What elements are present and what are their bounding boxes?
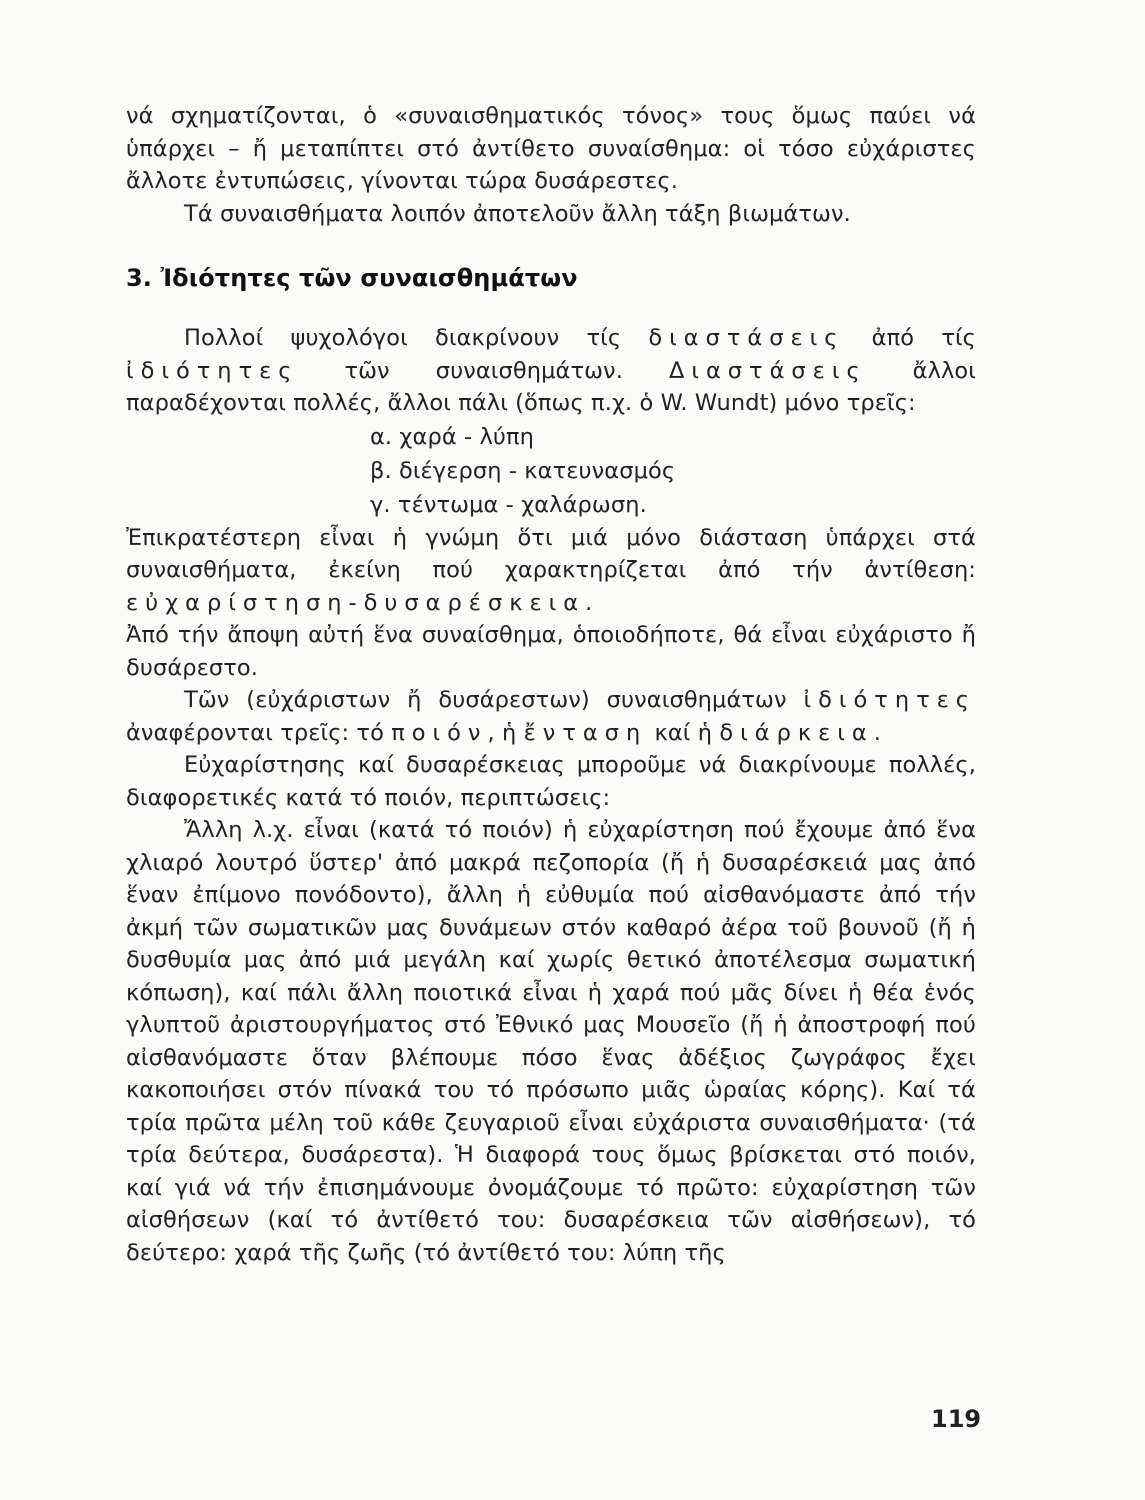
page-body <box>126 100 976 1269</box>
spaced-term-poion: ποιόν <box>391 719 488 746</box>
spaced-term-diarkeia: διάρκεια <box>719 719 874 746</box>
list-item: α. χαρά - λύπη <box>370 423 535 450</box>
paragraph-8: Ἄλλη λ.χ. εἶναι (κατά τό ποιόν) ἡ εὐχαρίστηση πού ἔχουμε ἀπό ἕνα χλιαρό λουτρό ὕστερ' ἀπό μακρά πεζοπορία (ἤ ἡ δυσαρέσκειά μας ἀπό ἕναν ἐπίμονο πονόδοντο), ἄλλη ἡ εὐθυμία πού αἰσθανόμαστε ἀπό τήν ἀκμή τῶν σωματικῶν μας δυνάμεων στόν καθαρό ἀέρα τοῦ βουνοῦ (ἤ ἡ δυσθυμία μας ἀπό μιά μεγάλη καί χωρίς θετικό ἀποτέλεσμα σωματική κόπωση), καί πάλι ἄλλη ποιοτικά εἶναι ἡ χαρά πού μᾶς δίνει ἡ θέα ἑνός γλυπτοῦ ἀριστουργήματος στό Ἐθνικό μας Μουσεῖο (ἤ ἡ ἀποστροφή πού αἰσθανόμαστε ὅταν βλέπουμε πόσο ἕνας ἀδέξιος ζωγράφος ἔχει κακοποιήσει στόν πίνακά του τό πρόσωπο μιᾶς ὡραίας κόρης). Καί τά τρία πρῶτα μέλη τοῦ κάθε ζευγαριοῦ εἶναι εὐχάριστα συναισθήματα· (τά τρία δεύτερα, δυσάρεστα). Ἡ διαφορά τους ὅμως βρίσκεται στό ποιόν, καί γιά νά τήν ἐπισημάνουμε ὀνομάζουμε τό πρῶτο: εὐχαρίστηση τῶν αἰσθήσεων (καί τό ἀντίθετό του: δυσαρέσκεια τῶν αἰσθήσεων), τό δεύτερο: χαρά τῆς ζωῆς (τό ἀντίθετό του: λύπη τῆς <box>126 817 976 1266</box>
spaced-term-entasi: ἔνταση <box>523 719 648 746</box>
spaced-term-eucharistisi: εὐχαρίστηση-δυσαρέσκεια <box>126 589 586 616</box>
section-heading: 3. Ἰδιότητες τῶν συναισθημάτων <box>126 264 578 292</box>
list-item: β. διέγερση - κατευνασμός <box>370 457 676 484</box>
spaced-term-idiotites-2: ἰδιότητες <box>803 687 976 713</box>
paragraph-4: Ἐπικρατέστερη εἶναι ἡ γνώμη ὅτι μιά μόνο διάσταση ὑπάρχει στά συναισθήματα, ἐκείνη πού χαρακτηρίζεται ἀπό τήν ἀντίθεση: εὐχαρίστηση-δυσαρέσκεια. <box>126 524 976 616</box>
paragraph-2: Τά συναισθήματα λοιπόν ἀποτελοῦν ἄλλη τάξη βιωμάτων. <box>184 200 851 227</box>
paragraph-5: Ἀπό τήν ἄποψη αὐτή ἕνα συναίσθημα, ὁποιοδήποτε, θά εἶναι εὐχάριστο ἤ δυσάρεστο. <box>126 622 976 681</box>
paragraph-3: Πολλοί ψυχολόγοι διακρίνουν τίς διαστάσεις ἀπό τίς ἰδιότητες τῶν συναισθημάτων. Διαστάσεις ἄλλοι παραδέχονται πολλές, ἄλλοι πάλι (ὅπως π.χ. ὁ W. Wundt) μόνο τρεῖς: <box>126 325 976 416</box>
spaced-term-diastaseis: διαστάσεις <box>648 325 845 351</box>
list-item: γ. τέντωμα - χαλάρωση. <box>370 491 647 518</box>
spaced-term-diastaseis-2: Διαστάσεις <box>668 357 867 384</box>
paragraph-7: Εὐχαρίστησης καί δυσαρέσκειας μποροῦμε νά διακρίνουμε πολλές, διαφορετικές κατά τό ποιόν, περιπτώσεις: <box>126 752 976 811</box>
paragraph-6: Τῶν (εὐχάριστων ἤ δυσάρεστων) συναισθημάτων ἰδιότητες ἀναφέρονται τρεῖς: τό ποιόν, ἡ ἔνταση καί ἡ διάρκεια. <box>126 687 976 746</box>
dimensions-list <box>126 420 976 522</box>
spaced-term-idiotites: ἰδιότητες <box>126 357 299 384</box>
page-number: 119 <box>931 1405 982 1433</box>
paragraph-1: νά σχηματίζονται, ὁ «συναισθηματικός τόνος» τους ὅμως παύει νά ὑπάρχει – ἤ μεταπίπτει στό ἀντίθετο συναίσθημα: οἱ τόσο εὐχάριστες ἄλλοτε ἐντυπώσεις, γίνονται τώρα δυσάρεστες. <box>126 103 976 194</box>
